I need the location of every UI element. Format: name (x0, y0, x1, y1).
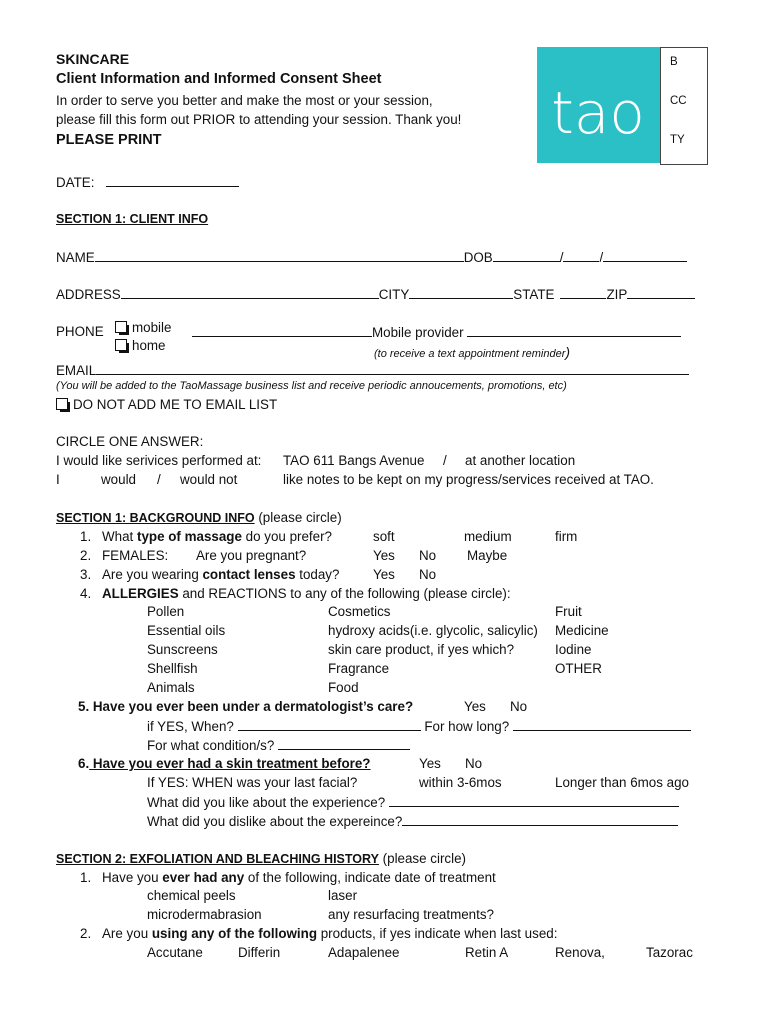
code-b: B (670, 56, 678, 68)
home-option-label: home (132, 338, 166, 353)
allergy-skin-care-product[interactable]: skin care product, if yes which? (328, 642, 515, 657)
services-question: I would like serivices performed at: (56, 453, 262, 468)
name-field[interactable] (95, 249, 464, 262)
office-codes-box (660, 47, 708, 165)
q6-dislike-label: What did you dislike about the expereince? (147, 814, 403, 829)
allergy-sunscreens[interactable]: Sunscreens (147, 642, 218, 657)
q6-like-row (147, 794, 679, 811)
q3-post: today? (295, 567, 340, 582)
q6-text (78, 756, 370, 772)
q5-when-row (147, 718, 691, 735)
allergy-pollen[interactable]: Pollen (147, 604, 185, 619)
mobile-option-label: mobile (132, 320, 172, 335)
allergy-essential-oils[interactable]: Essential oils (147, 623, 226, 638)
q2-option-maybe[interactable]: Maybe (467, 548, 508, 563)
q3-option-no[interactable]: No (419, 567, 437, 582)
product-adapalenee[interactable]: Adapalenee (328, 945, 400, 960)
q1-option-soft[interactable]: soft (373, 529, 395, 544)
allergy-fruit[interactable]: Fruit (555, 604, 582, 619)
q4-text (102, 586, 511, 602)
s2-q1-bold: ever had any (162, 870, 245, 885)
q6-dislike-row (147, 813, 678, 830)
s2-q1-post: of the following, indicate date of treatment (244, 870, 496, 885)
s2-q2-pre: Are you (102, 926, 152, 941)
form-category: SKINCARE (56, 51, 130, 67)
phone-label: PHONE (56, 324, 104, 339)
s2-q1-number: 1. (80, 870, 92, 885)
state-field[interactable] (560, 286, 606, 299)
location-separator: / (443, 453, 447, 468)
q2-text: Are you pregnant? (196, 548, 307, 563)
dob-slash-2: / (599, 250, 604, 265)
dob-slash-1: / (559, 250, 564, 265)
allergy-hydroxy-acids[interactable]: hydroxy acids(i.e. glycolic, salicylic) (328, 623, 538, 638)
q1-option-firm[interactable]: firm (555, 529, 578, 544)
date-row (56, 174, 239, 191)
q6-number: 6. (78, 756, 90, 771)
q6-option-yes[interactable]: Yes (419, 756, 441, 771)
q1-number: 1. (80, 529, 92, 544)
no-email-option[interactable] (56, 397, 277, 413)
product-retin-a[interactable]: Retin A (465, 945, 509, 960)
address-field[interactable] (121, 286, 379, 299)
allergy-shellfish[interactable]: Shellfish (147, 661, 198, 676)
s2-q1-text (102, 870, 496, 886)
address-row (56, 286, 695, 303)
q1-pre: What (102, 529, 137, 544)
s2-q1-pre: Have you (102, 870, 163, 885)
s2-q2-post: products, if yes indicate when last used: (317, 926, 558, 941)
q5-condition-row (147, 737, 410, 754)
q5-when-field[interactable] (238, 718, 421, 731)
q6-when-label: If YES: WHEN was your last facial? (147, 775, 358, 790)
name-label: NAME (56, 250, 95, 265)
q4-bold: ALLERGIES (102, 586, 179, 601)
treatment-resurfacing[interactable]: any resurfacing treatments? (328, 907, 494, 922)
q6-option-no[interactable]: No (465, 756, 483, 771)
mobile-provider-label: Mobile provider (372, 325, 464, 340)
reminder-note-close: ) (565, 344, 571, 360)
allergy-fragrance[interactable]: Fragrance (328, 661, 390, 676)
city-label: CITY (378, 287, 410, 302)
q3-bold: contact lenses (202, 567, 296, 582)
reminder-note-text: (to receive a text appointment reminder (374, 348, 566, 360)
reminder-note (374, 344, 570, 362)
dob-month-field[interactable] (493, 249, 560, 262)
q6-like-field[interactable] (389, 794, 679, 807)
q5-option-no[interactable]: No (510, 699, 528, 714)
location-option-1[interactable]: TAO 611 Bangs Avenue (283, 453, 425, 468)
q3-option-yes[interactable]: Yes (373, 567, 395, 582)
q6-question: Have you ever had a skin treatment before? (89, 756, 371, 771)
mobile-provider-field[interactable] (467, 324, 681, 337)
date-field[interactable] (106, 174, 239, 187)
q1-option-medium[interactable]: medium (464, 529, 512, 544)
q6-option-3-6mos[interactable]: within 3-6mos (419, 775, 502, 790)
q5-text: 5. Have you ever been under a dermatologist’s care? (78, 699, 414, 714)
treatment-laser[interactable]: laser (328, 888, 358, 903)
q5-howlong-field[interactable] (513, 718, 691, 731)
form-title: Client Information and Informed Consent Sheet (56, 71, 382, 87)
intro-line-2: please fill this form out PRIOR to attending your session. Thank you! (56, 112, 462, 127)
zip-label: ZIP (606, 287, 628, 302)
city-field[interactable] (409, 286, 513, 299)
address-label: ADDRESS (56, 287, 121, 302)
phone-provider-row (192, 324, 681, 341)
code-cc: CC (670, 95, 687, 107)
dob-year-field[interactable] (603, 249, 687, 262)
q6-dislike-field[interactable] (402, 813, 678, 826)
background-heading-note: (please circle) (254, 510, 342, 525)
name-row (56, 249, 687, 266)
location-option-2[interactable]: at another location (465, 453, 576, 468)
circle-one-label: CIRCLE ONE ANSWER: (56, 434, 204, 449)
q1-bold: type of massage (136, 529, 242, 544)
q3-number: 3. (80, 567, 92, 582)
date-label: DATE: (56, 175, 95, 190)
dob-label: DOB (463, 250, 493, 265)
dob-day-field[interactable] (563, 249, 599, 262)
q5-howlong-label: For how long? (424, 719, 510, 734)
q2-option-yes[interactable]: Yes (373, 548, 395, 563)
q5-when-label: if YES, When? (147, 719, 234, 734)
home-checkbox[interactable] (115, 339, 127, 351)
please-print-note: PLEASE PRINT (56, 132, 162, 148)
product-tazorac[interactable]: Tazorac (646, 945, 693, 960)
s2-q2-number: 2. (80, 926, 92, 941)
q5-condition-label: For what condition/s? (147, 738, 275, 753)
q6-option-longer[interactable]: Longer than 6mos ago (555, 775, 690, 790)
email-label: EMAIL (56, 363, 97, 378)
s2-q2-bold: using any of the following (151, 926, 318, 941)
q1-post: do you prefer? (241, 529, 332, 544)
notes-text: like notes to be kept on my progress/services received at TAO. (283, 472, 654, 487)
allergy-animals[interactable]: Animals (147, 680, 195, 695)
section1-heading: SECTION 1: CLIENT INFO (56, 212, 209, 226)
q4-number: 4. (80, 586, 92, 601)
treatment-microdermabrasion[interactable]: microdermabrasion (147, 907, 262, 922)
q5-condition-field[interactable] (278, 737, 410, 750)
intro-line-1: In order to serve you better and make the most or your session, (56, 93, 433, 108)
would-not-option[interactable]: would not (180, 472, 238, 487)
would-option[interactable]: would (101, 472, 136, 487)
phone-field[interactable] (192, 324, 372, 337)
background-heading: SECTION 1: BACKGROUND INFO (56, 511, 255, 525)
treatment-chemical-peels[interactable]: chemical peels (147, 888, 236, 903)
mobile-option[interactable] (115, 320, 171, 336)
q6-like-label: What did you like about the experience? (147, 795, 386, 810)
email-note: (You will be added to the TaoMassage business list and receive periodic annoucements, promotions, etc) (56, 380, 567, 392)
product-renova[interactable]: Renova, (555, 945, 605, 960)
q2-number: 2. (80, 548, 92, 563)
product-differin[interactable]: Differin (238, 945, 281, 960)
i-label: I (56, 472, 60, 487)
q5-option-yes[interactable]: Yes (464, 699, 486, 714)
allergy-iodine[interactable]: Iodine (555, 642, 592, 657)
logo-text: tao (551, 79, 645, 147)
no-email-label: DO NOT ADD ME TO EMAIL LIST (73, 397, 278, 412)
email-row (56, 362, 689, 379)
allergy-cosmetics[interactable]: Cosmetics (328, 604, 391, 619)
would-separator: / (157, 472, 161, 487)
code-ty: TY (670, 134, 685, 146)
allergy-other[interactable]: OTHER (555, 661, 602, 676)
q4-post: and REACTIONS to any of the following (please circle): (178, 586, 511, 601)
q3-pre: Are you wearing (102, 567, 203, 582)
home-option[interactable] (115, 338, 166, 354)
product-accutane[interactable]: Accutane (147, 945, 203, 960)
email-field[interactable] (96, 362, 689, 375)
s2-q2-text (102, 926, 557, 942)
mobile-checkbox[interactable] (115, 321, 127, 333)
allergy-medicine[interactable]: Medicine (555, 623, 609, 638)
no-email-checkbox[interactable] (56, 398, 68, 410)
q1-text (102, 529, 332, 545)
tao-logo (537, 47, 660, 163)
section2-heading-row (56, 851, 466, 867)
zip-field[interactable] (627, 286, 695, 299)
section2-heading-note: (please circle) (378, 851, 467, 866)
q3-text (102, 567, 339, 583)
q2-option-no[interactable]: No (419, 548, 437, 563)
state-label: STATE (513, 287, 555, 302)
q2-label: FEMALES: (102, 548, 169, 563)
allergy-food[interactable]: Food (328, 680, 359, 695)
background-heading-row (56, 510, 342, 526)
section2-heading: SECTION 2: EXFOLIATION AND BLEACHING HISTORY (56, 852, 379, 866)
